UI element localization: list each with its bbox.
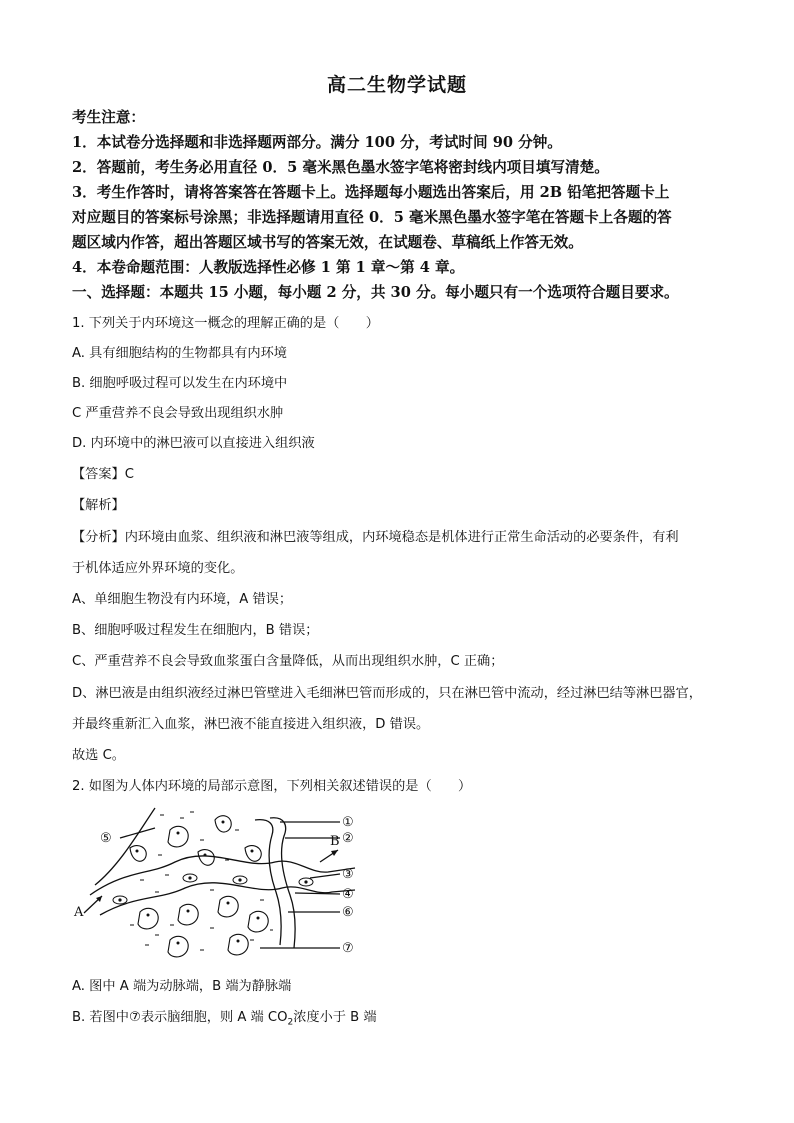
notice-item-3-cont-1: 对应题目的答案标号涂黑；非选择题请用直径 0．5 毫米黑色墨水签字笔在答题卡上各题的答: [72, 209, 672, 226]
q1-option-d: D. 内环境中的淋巴液可以直接进入组织液: [72, 436, 315, 451]
notice-item-4: 4．本卷命题范围：人教版选择性必修 1 第 1 章～第 4 章。: [72, 259, 465, 276]
q2-option-a: A. 图中 A 端为动脉端，B 端为静脉端: [72, 979, 292, 994]
q1-option-c: C 严重营养不良会导致出现组织水肿: [72, 406, 284, 421]
pointer-3: [310, 874, 340, 878]
label-7: ⑦: [342, 941, 354, 956]
page-title: 高二生物学试题: [326, 74, 467, 96]
q1-analysis-6: D、淋巴液是由组织液经过淋巴管壁进入毛细淋巴管而形成的，只在淋巴管中流动，经过淋巴结等淋巴器官，: [72, 686, 702, 701]
label-3: ③: [342, 867, 354, 882]
label-2: ②: [342, 831, 354, 846]
q1-analysis-3: A、单细胞生物没有内环境，A 错误；: [72, 592, 293, 607]
q1-answer: 【答案】C: [72, 467, 134, 482]
notice-item-3: 3．考生作答时，请将答案答在答题卡上。选择题每小题选出答案后，用 2B 铅笔把答题卡上: [72, 184, 670, 201]
notice-item-2: 2．答题前，考生务必用直径 0．5 毫米黑色墨水签字笔将密封线内项目填写清楚。: [72, 159, 609, 176]
notice-heading: 考生注意：: [72, 109, 145, 126]
q1-analysis-8: 故选 C。: [72, 748, 125, 763]
label-a: A: [74, 905, 84, 920]
notice-item-3-cont-2: 题区域内作答，超出答题区域书写的答案无效，在试题卷、草稿纸上作答无效。: [72, 234, 583, 251]
q1-analysis-5: C、严重营养不良会导致血浆蛋白含量降低，从而出现组织水肿，C 正确；: [72, 654, 504, 669]
q1-analysis-4: B、细胞呼吸过程发生在细胞内，B 错误；: [72, 623, 319, 638]
label-4: ④: [342, 887, 354, 902]
q1-analysis-2: 于机体适应外界环境的变化。: [72, 561, 244, 576]
q1-stem: 1. 下列关于内环境这一概念的理解正确的是（ ）: [72, 316, 379, 331]
section-heading: 一、选择题：本题共 15 小题，每小题 2 分，共 30 分。每小题只有一个选项符合题目要求。: [72, 284, 679, 301]
tissue-boundary-left: [95, 808, 155, 885]
q2-option-b: B. 若图中⑦表示脑细胞，则 A 端 $CO_2$浓度小于 B 端: [72, 1010, 377, 1028]
label-6: ⑥: [342, 905, 354, 920]
q1-analysis-7: 并最终重新汇入血浆，淋巴液不能直接进入组织液，D 错误。: [72, 717, 430, 732]
pointer-4: [295, 893, 340, 894]
pointer-5: [120, 828, 155, 838]
label-b: B: [330, 834, 340, 849]
q2-stem: 2. 如图为人体内环境的局部示意图，下列相关叙述错误的是（ ）: [72, 779, 472, 794]
capillary-upper-wall: [90, 856, 355, 895]
lymph-vessel-left-wall: [255, 820, 281, 945]
q1-analysis-1: 【分析】内环境由血浆、组织液和淋巴液等组成，内环境稳态是机体进行正常生命活动的必要条件，有利: [72, 530, 679, 545]
q1-option-a: A. 具有细胞结构的生物都具有内环境: [72, 346, 287, 361]
capillary-lower-wall: [100, 883, 355, 915]
label-1: ①: [342, 815, 354, 830]
label-5: ⑤: [100, 831, 112, 846]
internal-environment-figure: [70, 800, 370, 965]
notice-item-1: 1．本试卷分选择题和非选择题两部分。满分 100 分，考试时间 90 分钟。: [72, 134, 562, 151]
q1-analysis-label: 【解析】: [72, 498, 125, 513]
q1-option-b: B. 细胞呼吸过程可以发生在内环境中: [72, 376, 288, 391]
